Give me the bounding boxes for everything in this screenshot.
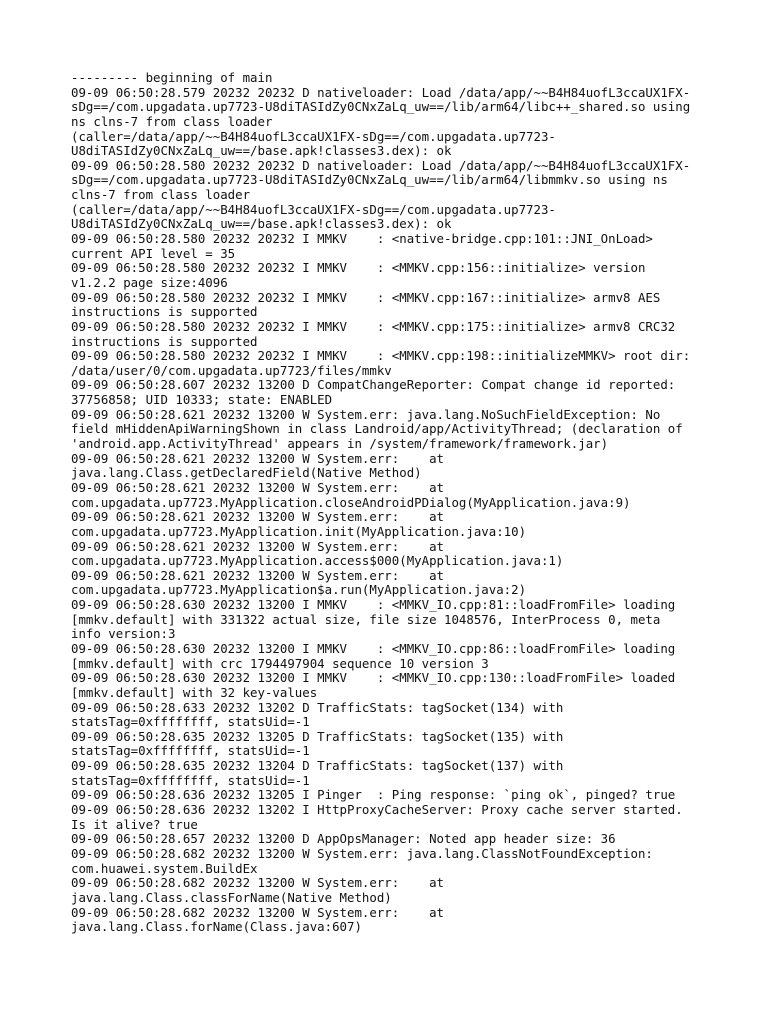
log-line: sDg==/com.upgadata.up7723-U8diTASIdZy0CNxZaLq_uw==/lib/arm64/libmmkv.so using ns (71, 172, 668, 188)
log-line: 09-09 06:50:28.636 20232 13202 I HttpProxyCacheServer: Proxy cache server started. (71, 802, 683, 818)
log-line: 09-09 06:50:28.621 20232 13200 W System.err: at (71, 567, 444, 583)
log-line: com.upgadata.up7723.MyApplication.init(MyApplication.java:10) (71, 523, 527, 539)
log-line: java.lang.Class.getDeclaredField(Native Method) (71, 465, 422, 481)
log-line: clns-7 from class loader (71, 187, 251, 203)
log-line: 09-09 06:50:28.621 20232 13200 W System.err: at (71, 479, 444, 495)
log-line: com.upgadata.up7723.MyApplication.closeAndroidPDialog(MyApplication.java:9) (71, 494, 631, 510)
log-line: info version:3 (71, 626, 176, 642)
log-line: --------- beginning of main (71, 70, 273, 85)
log-line: 09-09 06:50:28.630 20232 13200 I MMKV : <MMKV_IO.cpp:81::loadFromFile> loading (71, 597, 676, 613)
log-line: Is it alive? true (71, 816, 198, 832)
log-line: 09-09 06:50:28.579 20232 20232 D nativeloader: Load /data/app/~~B4H84uofL3ccaUX1FX- (71, 84, 691, 100)
log-line: 09-09 06:50:28.580 20232 20232 I MMKV : <native-bridge.cpp:101::JNI_OnLoad> (71, 231, 653, 247)
log-line: com.upgadata.up7723.MyApplication.access$000(MyApplication.java:1) (71, 553, 564, 569)
log-line: [mmkv.default] with 331322 actual size, file size 1048576, InterProcess 0, meta (71, 611, 661, 627)
log-line: current API level = 35 (71, 245, 236, 261)
log-line: (caller=/data/app/~~B4H84uofL3ccaUX1FX-sDg==/com.upgadata.up7723- (71, 201, 556, 217)
log-line: 09-09 06:50:28.621 20232 13200 W System.err: at (71, 450, 444, 466)
log-line: 09-09 06:50:28.621 20232 13200 W System.err: at (71, 538, 444, 554)
log-line: statsTag=0xffffffff, statsUid=-1 (71, 743, 310, 759)
log-line: U8diTASIdZy0CNxZaLq_uw==/base.apk!classes3.dex): ok (71, 143, 452, 159)
log-line: 09-09 06:50:28.635 20232 13204 D TrafficStats: tagSocket(137) with (71, 758, 564, 774)
log-line: U8diTASIdZy0CNxZaLq_uw==/base.apk!classes3.dex): ok (71, 216, 452, 232)
log-line: [mmkv.default] with crc 1794497904 sequence 10 version 3 (71, 655, 489, 671)
log-line: 09-09 06:50:28.657 20232 13200 D AppOpsManager: Noted app header size: 36 (71, 831, 616, 847)
log-line: 09-09 06:50:28.633 20232 13202 D TrafficStats: tagSocket(134) with (71, 699, 564, 715)
log-line: /data/user/0/com.upgadata.up7723/files/mmkv (71, 362, 392, 378)
log-line: 09-09 06:50:28.580 20232 20232 I MMKV : <MMKV.cpp:198::initializeMMKV> root dir: (71, 348, 691, 364)
log-line: v1.2.2 page size:4096 (71, 274, 228, 290)
log-line: com.huawei.system.BuildEx (71, 860, 258, 876)
log-line: 09-09 06:50:28.682 20232 13200 W System.err: java.lang.ClassNotFoundException: (71, 845, 653, 861)
log-line: 09-09 06:50:28.621 20232 13200 W System.err: at (71, 509, 444, 525)
log-line: 09-09 06:50:28.580 20232 20232 D nativeloader: Load /data/app/~~B4H84uofL3ccaUX1FX- (71, 157, 691, 173)
log-line: sDg==/com.upgadata.up7723-U8diTASIdZy0CNxZaLq_uw==/lib/arm64/libc++_shared.so using (71, 99, 691, 115)
log-line: java.lang.Class.classForName(Native Method) (71, 889, 392, 905)
log-line: 09-09 06:50:28.630 20232 13200 I MMKV : <MMKV_IO.cpp:86::loadFromFile> loading (71, 640, 676, 656)
log-line: 'android.app.ActivityThread' appears in /system/framework/framework.jar) (71, 436, 609, 452)
log-line: 09-09 06:50:28.621 20232 13200 W System.err: java.lang.NoSuchFieldException: No (71, 406, 661, 422)
log-line: [mmkv.default] with 32 key-values (71, 684, 318, 700)
log-text-block (71, 71, 711, 935)
log-line: instructions is supported (71, 304, 258, 320)
log-line: 09-09 06:50:28.682 20232 13200 W System.err: at (71, 875, 444, 891)
log-line: ns clns-7 from class loader (71, 113, 273, 129)
log-line: field mHiddenApiWarningShown in class Landroid/app/ActivityThread; (declaration of (71, 421, 683, 437)
log-line: java.lang.Class.forName(Class.java:607) (71, 919, 362, 935)
log-line: 09-09 06:50:28.580 20232 20232 I MMKV : <MMKV.cpp:167::initialize> armv8 AES (71, 289, 661, 305)
log-line: 09-09 06:50:28.607 20232 13200 D CompatChangeReporter: Compat change id reported: (71, 377, 676, 393)
log-line: 37756858; UID 10333; state: ENABLED (71, 392, 333, 408)
log-line: com.upgadata.up7723.MyApplication$a.run(MyApplication.java:2) (71, 582, 527, 598)
log-line: 09-09 06:50:28.580 20232 20232 I MMKV : <MMKV.cpp:156::initialize> version (71, 260, 646, 276)
log-line: 09-09 06:50:28.636 20232 13205 I Pinger : Ping response: `ping ok`, pinged? true (71, 787, 676, 803)
log-line: 09-09 06:50:28.580 20232 20232 I MMKV : <MMKV.cpp:175::initialize> armv8 CRC32 (71, 318, 676, 334)
log-line: statsTag=0xffffffff, statsUid=-1 (71, 772, 310, 788)
log-line: 09-09 06:50:28.635 20232 13205 D TrafficStats: tagSocket(135) with (71, 728, 564, 744)
log-line: 09-09 06:50:28.682 20232 13200 W System.err: at (71, 904, 444, 920)
log-line: statsTag=0xffffffff, statsUid=-1 (71, 714, 310, 730)
log-line: (caller=/data/app/~~B4H84uofL3ccaUX1FX-sDg==/com.upgadata.up7723- (71, 128, 556, 144)
log-line: instructions is supported (71, 333, 258, 349)
log-line: 09-09 06:50:28.630 20232 13200 I MMKV : <MMKV_IO.cpp:130::loadFromFile> loaded (71, 670, 676, 686)
